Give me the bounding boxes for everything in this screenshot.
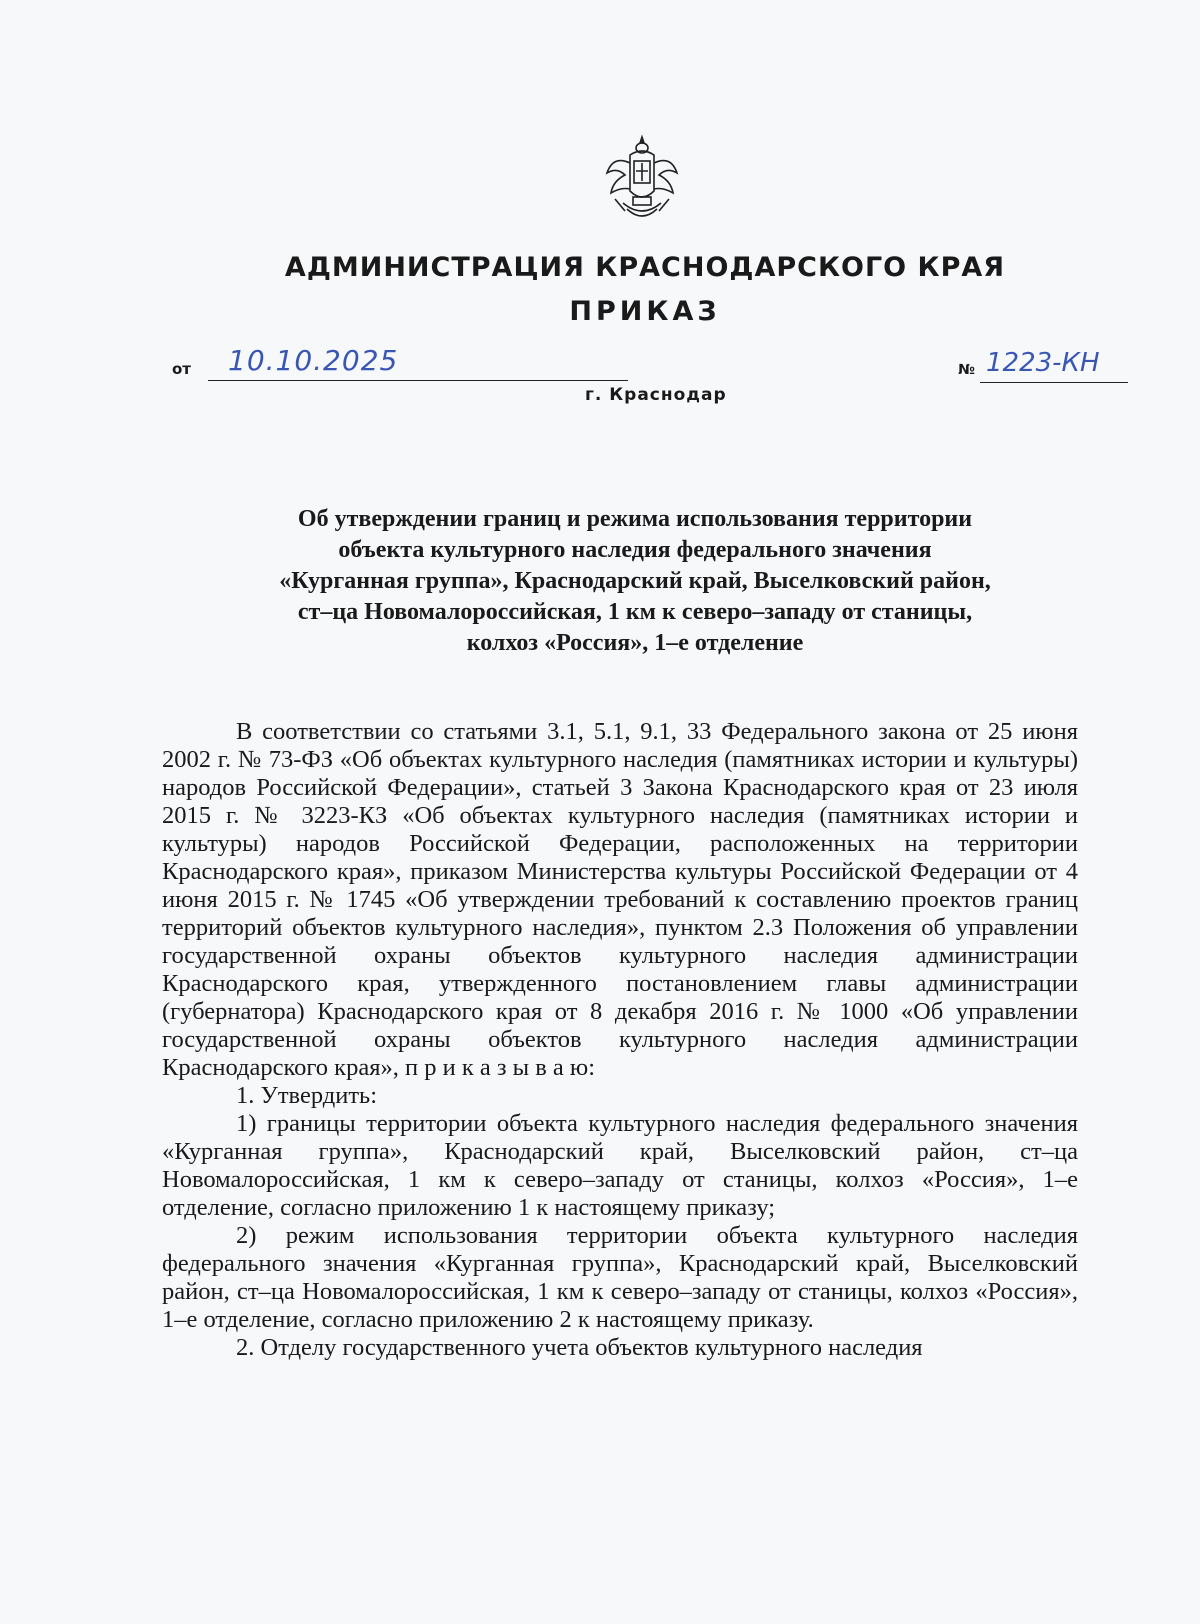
title-line: «Курганная группа», Краснодарский край, Выселковский район, [279,568,991,594]
document-title [170,504,1100,659]
date-label: от [172,360,191,378]
title-line: колхоз «Россия», 1–е отделение [466,630,804,656]
date-underline [208,380,628,381]
item-1-1-paragraph: 1) границы территории объекта культурного наследия федерального значения «Курганная группа», Краснодарский край, Выселковский район, ст–ца Новомалороссийская, 1 км к северо–западу от станицы, колхоз «Россия», 1–е отделение, согласно приложению 1 к настоящему приказу; [162,1110,1078,1221]
city-label: г. Краснодар [585,385,727,405]
number-handwritten-value: 1223-КН [986,348,1100,378]
title-line: ст–ца Новомалороссийская, 1 км к северо–западу от станицы, [297,599,973,625]
title-line: объекта культурного наследия федерального значения [338,537,932,563]
item-2-paragraph: 2. Отделу государственного учета объектов культурного наследия [236,1334,923,1361]
item-1-2-paragraph: 2) режим использования территории объекта культурного наследия федерального значения «Курганная группа», Краснодарский край, Выселковский район, ст–ца Новомалороссийская, 1 км к северо–западу от станицы, колхоз «Россия», 1–е отделение, согласно приложению 2 к настоящему приказу. [162,1222,1078,1333]
document-body [162,718,1078,1362]
title-line: Об утверждении границ и режима использования территории [297,506,973,532]
date-handwritten-value: 10.10.2025 [228,344,399,377]
number-underline [980,382,1128,383]
coat-of-arms-emblem [603,133,681,225]
item-1-paragraph: 1. Утвердить: [236,1082,378,1109]
organization-heading: АДМИНИСТРАЦИЯ КРАСНОДАРСКОГО КРАЯ [284,252,1006,283]
preamble-paragraph: В соответствии со статьями 3.1, 5.1, 9.1, 33 Федерального закона от 25 июня 2002 г. № 73-ФЗ «Об объектах культурного наследия (памятниках истории и культуры) народов Российской Федерации», статьей 3 Закона Краснодарского края от 23 июля 2015 г. № 3223-КЗ «Об объектах культурного наследия (памятниках истории и культуры) народов Российской Федерации, расположенных на территории Краснодарского края», приказом Министерства культуры Российской Федерации от 4 июня 2015 г. № 1745 «Об утверждении требований к составлению проектов границ территорий объектов культурного наследия», пунктом 2.3 Положения об управлении государственной охраны объектов культурного наследия администрации Краснодарского края, утвержденного постановлением главы администрации (губернатора) Краснодарского края от 8 декабря 2016 г. № 1000 «Об управлении государственной охраны объектов культурного наследия администрации Краснодарского края», п р и к а з ы в а ю: [162,718,1078,1081]
number-label: № [958,362,975,378]
document-type-heading: ПРИКАЗ [569,296,721,327]
